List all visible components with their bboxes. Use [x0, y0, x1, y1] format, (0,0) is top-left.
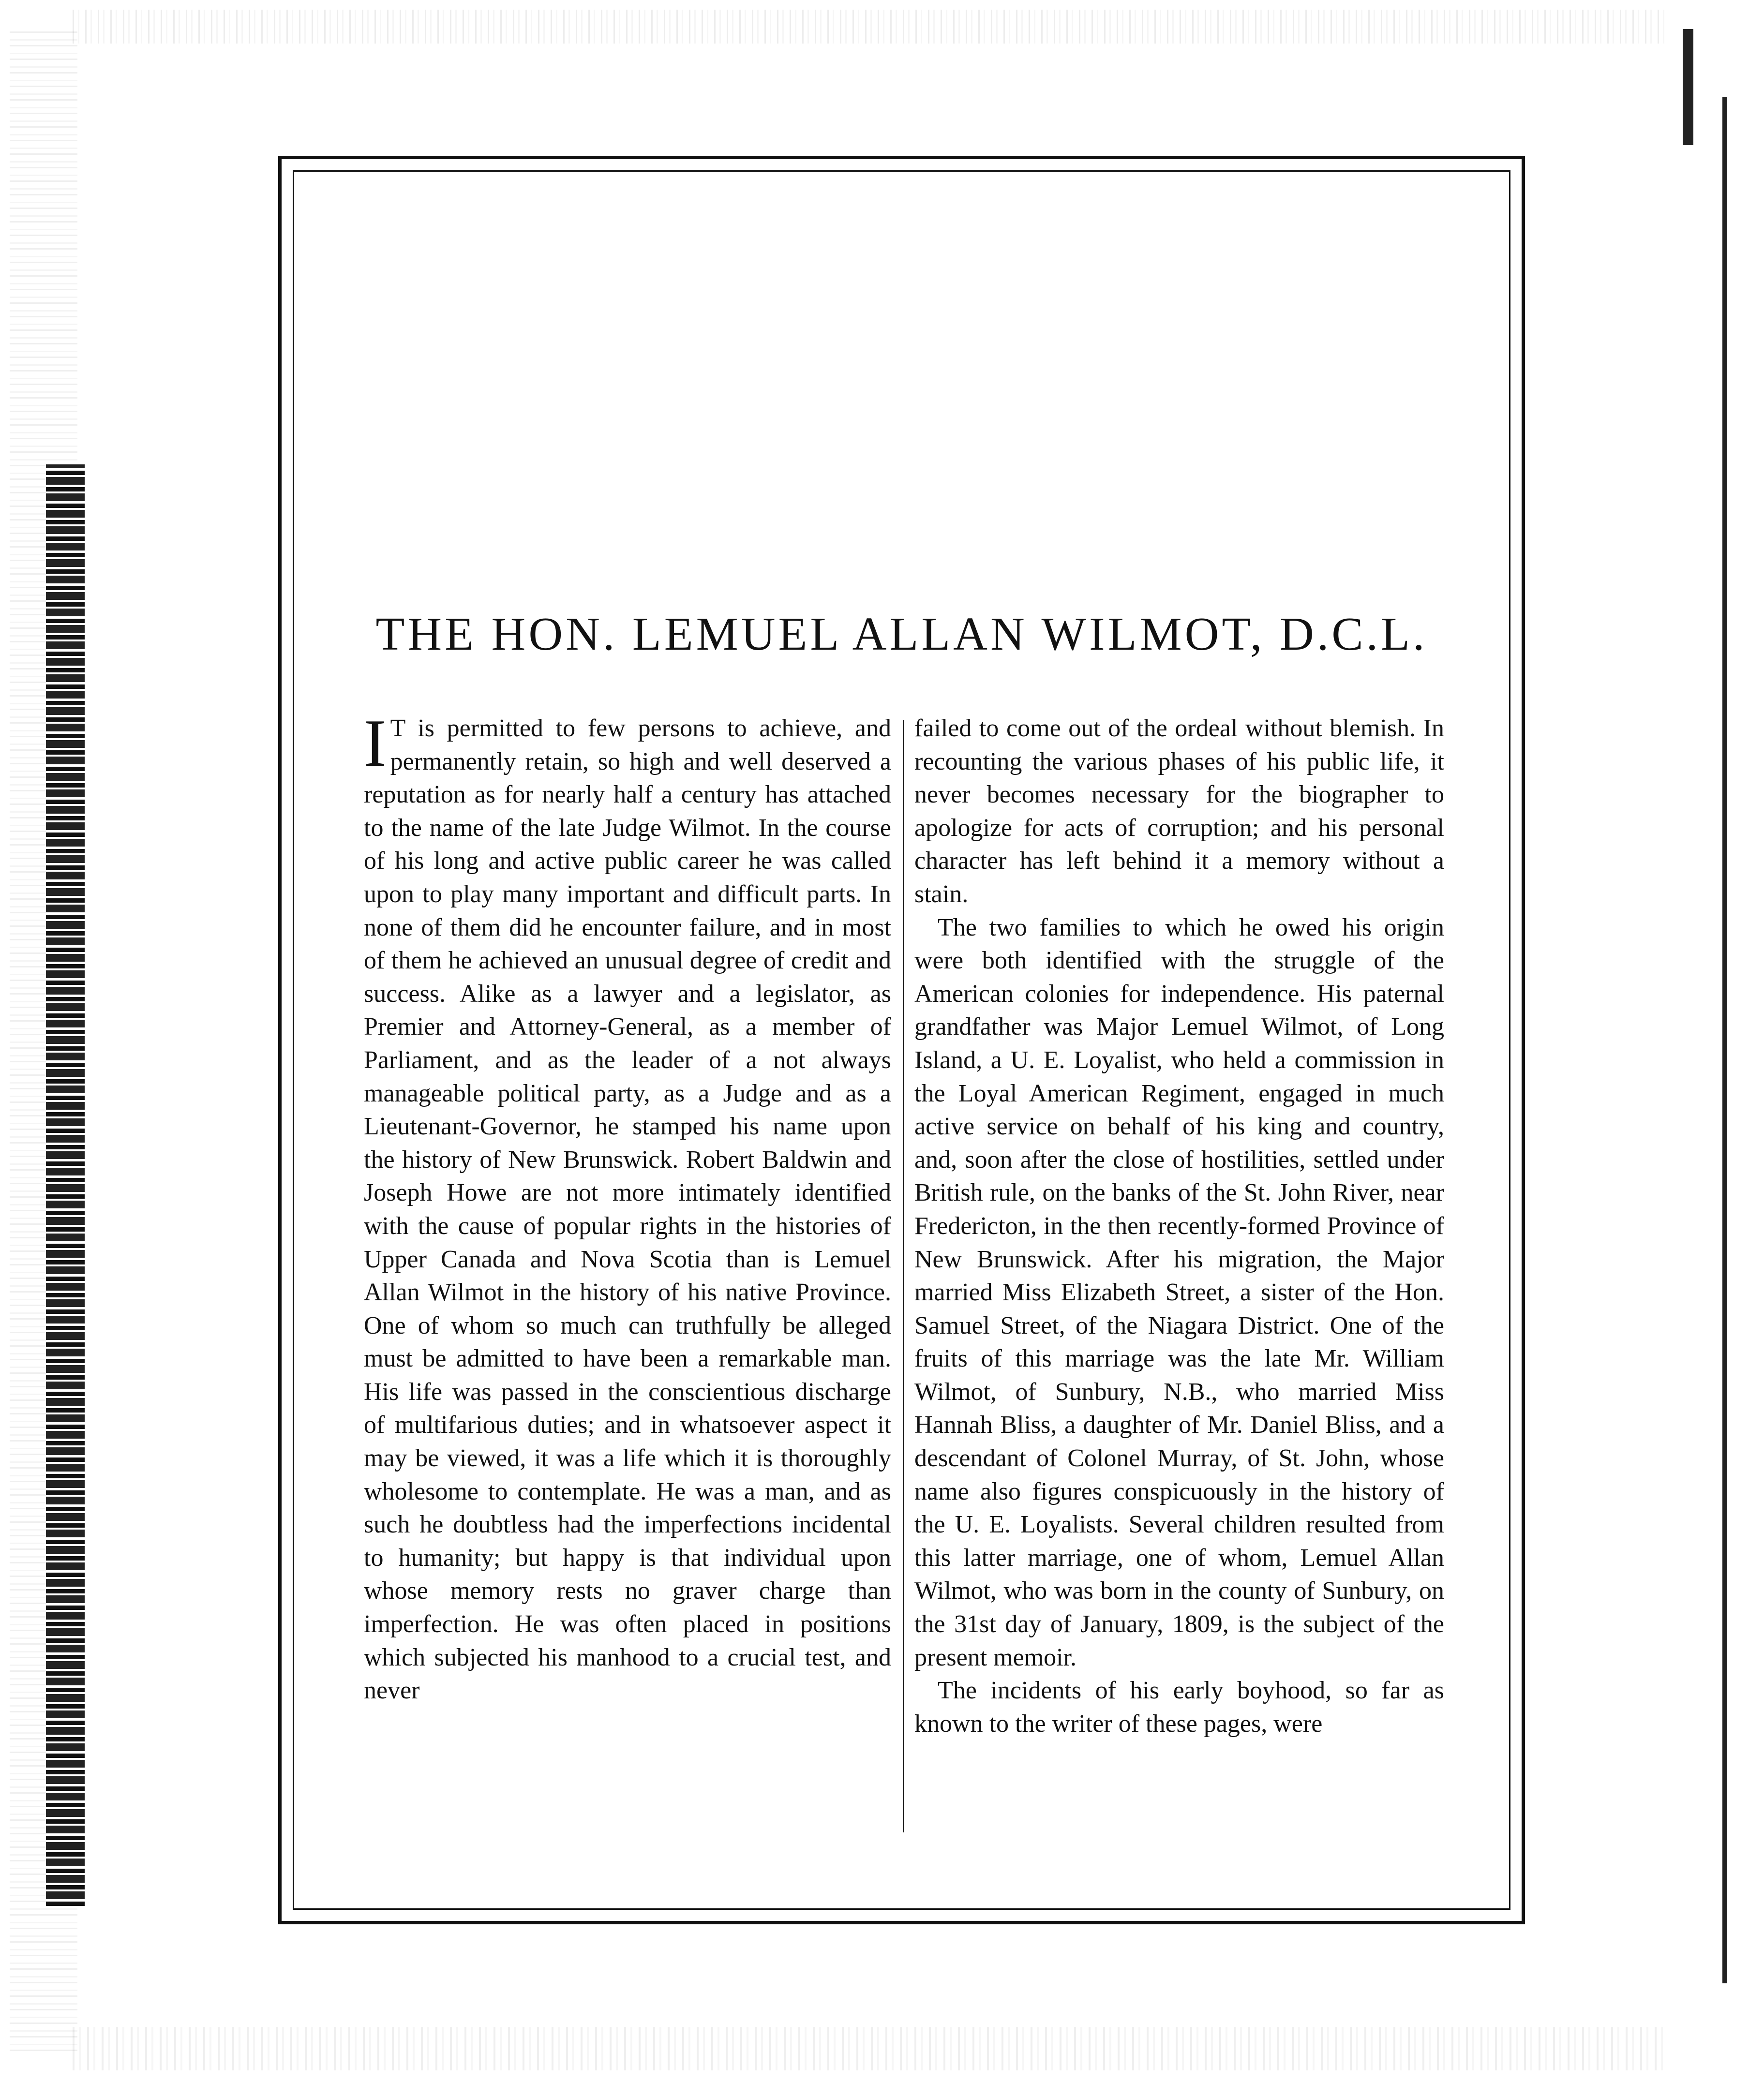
- scan-speckle-top: [73, 10, 1669, 44]
- drop-cap: I: [364, 706, 387, 781]
- opening-paragraph: [364, 706, 891, 1708]
- paragraph: The incidents of his early boyhood, so far as known to the writer of these pages, were: [914, 1677, 1444, 1738]
- right-column: [914, 712, 1444, 1740]
- binding-strip: [46, 464, 85, 1906]
- page-edge-line: [1722, 97, 1727, 1983]
- scan-speckle-bottom: [73, 2027, 1669, 2070]
- paragraph: The two families to which he owed his origin were both identified with the struggle of the American colonies for independence. His paternal grandfather was Major Lemuel Wilmot, of Long Island, a U. E. Loyalist, who held a commission in the Loyal American Regiment, engaged in much active service on behalf of his king and country, and, soon after the close of hostilities, settled under British rule, on the banks of the St. John River, near Fredericton, in the then recently-formed Province of New Brunswick. After his migration, the Major married Miss Elizabeth Street, a sister of the Hon. Samuel Street, of the Niagara District. One of the fruits of this marriage was the late Mr. William Wilmot, of Sunbury, N.B., who married Miss Hannah Bliss, a daughter of Mr. Daniel Bliss, and a descendant of Colonel Murray, of St. John, whose name also figures conspicuously in the history of the U. E. Loyalists. Several children resulted from this latter marriage, one of whom, Lemuel Allan Wilmot, who was born in the county of Sunbury, on the 31st day of January, 1809, is the subject of the present memoir.: [914, 913, 1444, 1671]
- article-title: THE HON. LEMUEL ALLAN WILMOT, D.C.L.: [375, 608, 1428, 660]
- paragraph: failed to come out of the ordeal without blemish. In recounting the various phases of his public life, it never becomes necessary for the biographer to apologize for acts of corruption; and his personal character has left behind it a memory without a stain.: [914, 714, 1444, 908]
- paragraph-text: T is permitted to few persons to achieve, and permanently retain, so high and well deserved a reputation as for nearly half a century has attached to the name of the late Judge Wilmot. In the course of his long and active public career he was called upon to play many important and difficult parts. In none of them did he encounter failure, and in most of them he achieved an unusual degree of credit and success. Alike as a lawyer and a legislator, as Premier and Attorney-General, as a member of Parliament, and as the leader of a not always manageable political party, as a Judge and as a Lieutenant-Governor, he stamped his name upon the history of New Brunswick. Robert Baldwin and Joseph Howe are not more intimately identified with the cause of popular rights in the histories of Upper Canada and Nova Scotia than is Lemuel Allan Wilmot in the history of his native Province. One of whom so much can truthfully be alleged must be admitted to have been a remarkable man. His life was passed in the conscientious discharge of multifarious duties; and in whatsoever aspect it may be viewed, it was a life which it is thoroughly wholesome to contemplate. He was a man, and as such he doubtless had the imperfections incidental to humanity; but happy is that individual upon whose memory rests no graver charge than imperfection. He was often placed in positions which subjected his manhood to a crucial test, and never: [364, 714, 891, 1705]
- page-edge-mark: [1683, 29, 1693, 145]
- column-divider: [903, 720, 904, 1832]
- left-column: [364, 706, 891, 1708]
